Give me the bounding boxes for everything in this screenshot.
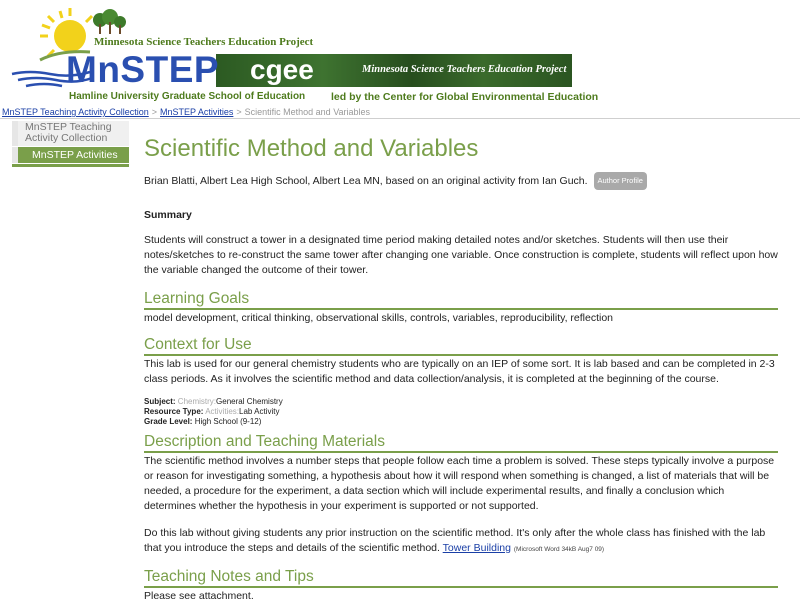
meta-grade-level <box>144 417 778 427</box>
summary-text: Students will construct a tower in a designated time period making detailed notes and/or sketches. Students will then use their notes/sketches to re-construct the same tower after changing one variable. Once construction is complete, students will reflect upon how the variable changed the outcome of their tower. <box>144 234 778 276</box>
sidebar <box>12 121 129 167</box>
sidebar-item-activities[interactable]: MnSTEP Activities <box>12 147 129 163</box>
teaching-notes-heading: Teaching Notes and Tips <box>144 568 778 588</box>
breadcrumb-link-activities[interactable]: MnSTEP Activities <box>160 107 234 117</box>
breadcrumb-divider <box>0 118 800 119</box>
hamline-subtitle: Hamline University Graduate School of Education <box>69 91 306 102</box>
breadcrumb-separator: > <box>151 107 158 117</box>
metadata-block <box>144 397 778 427</box>
mnstep-wordmark: MnSTEP <box>66 49 220 90</box>
description-heading: Description and Teaching Materials <box>144 433 778 453</box>
description-text-2-body: Do this lab without giving students any prior instruction on the scientific method. It's only after the whole class has finished with the lab that you introduce the steps and details of the scientific method. <box>144 527 766 554</box>
tower-building-file-link[interactable]: Tower Building <box>442 542 511 554</box>
teaching-notes-text: Please see attachment. <box>144 590 254 600</box>
context-heading: Context for Use <box>144 336 778 356</box>
cgee-subtitle: led by the Center for Global Environmental Education <box>331 91 599 103</box>
byline-text: Brian Blatti, Albert Lea High School, Albert Lea MN, based on an original activity from Ian Guch. <box>144 174 588 187</box>
learning-goals-text: model development, critical thinking, observational skills, controls, variables, reproducibility, reflection <box>144 312 614 324</box>
context-text: This lab is used for our general chemistry students who are typically on an IEP of some sort. It is lab based and can be completed in 2-3 class periods. As it involves the scientific method and data collection/analysis, it is completed at the beginning of the course. <box>144 358 775 385</box>
meta-resource-type <box>144 407 778 417</box>
breadcrumb-separator: > <box>236 107 242 117</box>
main-content <box>144 121 778 600</box>
cgee-band-text: Minnesota Science Teachers Education Project <box>362 64 567 75</box>
trees-icon <box>93 9 126 34</box>
learning-goals-heading: Learning Goals <box>144 290 778 310</box>
meta-grade-label: Grade Level: <box>144 417 193 426</box>
breadcrumb-current: Scientific Method and Variables <box>244 107 371 117</box>
meta-subject-label: Subject: <box>144 397 176 406</box>
description-text: The scientific method involves a number steps that people follow each time a problem is solved. These steps typically involve a purpose or reason for investigating something, a hypothesis about how it will respond when something is changed, a list of materials that will be needed, a procedure for the experiment, a data section which will include experimental results, and finally a conclusion which determines whether the hypothesis in your experiment is supported or not supported. <box>144 455 775 512</box>
meta-resource-value[interactable]: Lab Activity <box>239 407 280 416</box>
header-banner <box>0 0 800 104</box>
breadcrumb <box>2 107 370 117</box>
cgee-logo-text: cgee <box>250 54 314 85</box>
summary-heading: Summary <box>144 209 192 221</box>
mnstep-tagline: Minnesota Science Teachers Education Project <box>94 36 314 48</box>
breadcrumb-link-collection[interactable]: MnSTEP Teaching Activity Collection <box>2 107 149 117</box>
meta-subject <box>144 397 778 407</box>
page-title: Scientific Method and Variables <box>144 135 479 162</box>
description-text-2 <box>144 526 778 557</box>
sidebar-divider <box>12 164 129 167</box>
meta-resource-label: Resource Type: <box>144 407 204 416</box>
file-meta: (Microsoft Word 34kB Aug7 09) <box>513 546 605 553</box>
meta-subject-category[interactable]: Chemistry: <box>177 397 217 406</box>
meta-resource-category[interactable]: Activities: <box>205 407 240 416</box>
meta-subject-value[interactable]: General Chemistry <box>216 397 283 406</box>
byline <box>144 172 778 190</box>
author-profile-button[interactable]: Author Profile <box>594 172 647 190</box>
meta-grade-value[interactable]: High School (9-12) <box>194 417 262 426</box>
sidebar-item-collection[interactable]: MnSTEP Teaching Activity Collection <box>12 121 129 146</box>
